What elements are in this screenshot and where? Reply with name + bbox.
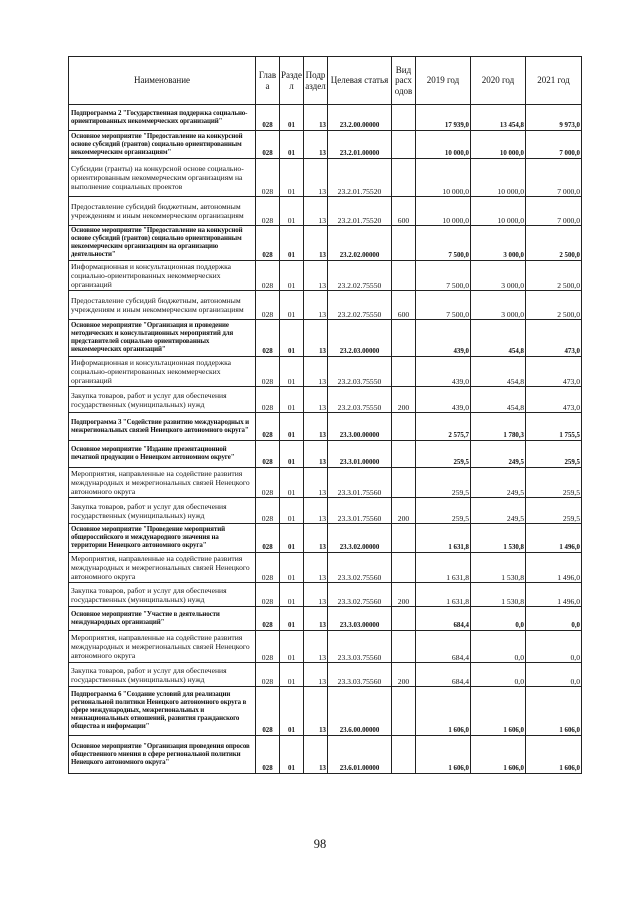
- table-row: [69, 583, 582, 607]
- cell-podrazdel: 13: [304, 261, 328, 291]
- cell-statya: 23.6.01.00000: [328, 736, 392, 774]
- cell-razdel: 01: [280, 131, 304, 159]
- cell-vid: [392, 524, 416, 553]
- cell-podrazdel: 13: [304, 583, 328, 607]
- cell-statya: 23.3.02.75560: [328, 583, 392, 607]
- cell-2021: 1 496,0: [526, 553, 582, 583]
- cell-2021: 1 606,0: [526, 736, 582, 774]
- cell-razdel: 01: [280, 105, 304, 131]
- table-row: [69, 357, 582, 387]
- cell-podrazdel: 13: [304, 357, 328, 387]
- cell-statya: 23.3.00.00000: [328, 413, 392, 441]
- cell-glava: 028: [256, 468, 280, 498]
- cell-2019: 1 606,0: [416, 687, 471, 736]
- cell-vid: [392, 607, 416, 631]
- cell-2019: 1 606,0: [416, 736, 471, 774]
- cell-razdel: 01: [280, 631, 304, 663]
- cell-2020: 0,0: [471, 607, 526, 631]
- cell-podrazdel: 13: [304, 663, 328, 687]
- cell-glava: 028: [256, 524, 280, 553]
- cell-glava: 028: [256, 320, 280, 357]
- cell-glava: 028: [256, 357, 280, 387]
- cell-2021: 259,5: [526, 498, 582, 524]
- cell-podrazdel: 13: [304, 320, 328, 357]
- cell-2019: 684,4: [416, 607, 471, 631]
- cell-vid: 600: [392, 197, 416, 226]
- cell-2020: 10 000,0: [471, 159, 526, 197]
- cell-name: Основное мероприятие "Организация и проведение методических и консультационных мероприятий для представителей социально ориентированных некоммерческих организаций": [69, 320, 256, 357]
- cell-glava: 028: [256, 197, 280, 226]
- cell-name: Основное мероприятие "Издание презентационной печатной продукции о Ненецком автономном округе": [69, 441, 256, 468]
- cell-podrazdel: 13: [304, 226, 328, 261]
- cell-2021: 473,0: [526, 387, 582, 413]
- cell-statya: 23.2.03.00000: [328, 320, 392, 357]
- cell-2020: 454,8: [471, 387, 526, 413]
- cell-2020: 0,0: [471, 663, 526, 687]
- cell-podrazdel: 13: [304, 631, 328, 663]
- cell-2019: 1 631,8: [416, 553, 471, 583]
- cell-2019: 259,5: [416, 441, 471, 468]
- cell-podrazdel: 13: [304, 468, 328, 498]
- cell-statya: 23.3.03.75560: [328, 663, 392, 687]
- table-row: [69, 413, 582, 441]
- cell-name: Подпрограмма 6 "Создание условий для реализации региональной политики Ненецкого автономного округа в сфере международных, межрегиональных и межнациональных отношений, развития гражданского общества и информации": [69, 687, 256, 736]
- cell-podrazdel: 13: [304, 553, 328, 583]
- cell-name: Подпрограмма 2 "Государственная поддержка социально-ориентированных некоммерческих организаций": [69, 105, 256, 131]
- cell-2021: 473,0: [526, 320, 582, 357]
- cell-2021: 9 973,0: [526, 105, 582, 131]
- cell-razdel: 01: [280, 441, 304, 468]
- table-row: [69, 159, 582, 197]
- cell-podrazdel: 13: [304, 687, 328, 736]
- cell-vid: [392, 413, 416, 441]
- cell-glava: 028: [256, 387, 280, 413]
- cell-name: Мероприятия, направленные на содействие развития международных и межрегиональных связей Ненецкого автономного округа: [69, 553, 256, 583]
- cell-2020: 3 000,0: [471, 226, 526, 261]
- cell-glava: 028: [256, 631, 280, 663]
- cell-2019: 17 939,0: [416, 105, 471, 131]
- cell-name: Основное мероприятие "Участие в деятельности международных организаций": [69, 607, 256, 631]
- cell-2020: 1 606,0: [471, 736, 526, 774]
- table-row: [69, 524, 582, 553]
- cell-2019: 10 000,0: [416, 159, 471, 197]
- cell-razdel: 01: [280, 524, 304, 553]
- table-row: [69, 736, 582, 774]
- cell-glava: 028: [256, 687, 280, 736]
- cell-2020: 1 780,3: [471, 413, 526, 441]
- cell-vid: 200: [392, 663, 416, 687]
- cell-glava: 028: [256, 663, 280, 687]
- table-row: [69, 291, 582, 320]
- cell-2019: 684,4: [416, 631, 471, 663]
- cell-2021: 7 000,0: [526, 159, 582, 197]
- table-row: [69, 468, 582, 498]
- cell-name: Закупка товаров, работ и услуг для обеспечения государственных (муниципальных) нужд: [69, 498, 256, 524]
- cell-razdel: 01: [280, 413, 304, 441]
- table-row: [69, 197, 582, 226]
- cell-2021: 0,0: [526, 607, 582, 631]
- header-glava: Глав а: [256, 57, 280, 105]
- table-row: [69, 387, 582, 413]
- cell-glava: 028: [256, 226, 280, 261]
- cell-vid: [392, 357, 416, 387]
- cell-2021: 7 000,0: [526, 197, 582, 226]
- cell-2021: 259,5: [526, 441, 582, 468]
- cell-2019: 10 000,0: [416, 197, 471, 226]
- cell-razdel: 01: [280, 607, 304, 631]
- cell-2021: 2 500,0: [526, 261, 582, 291]
- cell-glava: 028: [256, 607, 280, 631]
- budget-table: [68, 56, 582, 774]
- cell-vid: [392, 159, 416, 197]
- cell-name: Основное мероприятие "Организация проведения опросов общественного мнения в сфере региональной политики Ненецкого автономного округа": [69, 736, 256, 774]
- cell-2021: 259,5: [526, 468, 582, 498]
- cell-2021: 1 496,0: [526, 524, 582, 553]
- table-row: [69, 105, 582, 131]
- cell-2020: 1 530,8: [471, 583, 526, 607]
- cell-vid: [392, 105, 416, 131]
- cell-statya: 23.2.03.75550: [328, 387, 392, 413]
- cell-podrazdel: 13: [304, 159, 328, 197]
- cell-2020: 10 000,0: [471, 131, 526, 159]
- cell-razdel: 01: [280, 498, 304, 524]
- cell-statya: 23.3.03.75560: [328, 631, 392, 663]
- cell-2021: 2 500,0: [526, 226, 582, 261]
- cell-statya: 23.3.02.00000: [328, 524, 392, 553]
- cell-2021: 473,0: [526, 357, 582, 387]
- header-podrazdel: Подр аздел: [304, 57, 328, 105]
- cell-glava: 028: [256, 105, 280, 131]
- cell-vid: 200: [392, 498, 416, 524]
- header-2019: 2019 год: [416, 57, 471, 105]
- cell-name: Подпрограмма 3 "Содействие развитию международных и межрегиональных связей Ненецкого автономного округа": [69, 413, 256, 441]
- table-row: [69, 320, 582, 357]
- cell-2019: 1 631,8: [416, 583, 471, 607]
- cell-vid: [392, 226, 416, 261]
- cell-name: Предоставление субсидий бюджетным, автономным учреждениям и иным некоммерческим организациям: [69, 197, 256, 226]
- cell-glava: 028: [256, 131, 280, 159]
- cell-glava: 028: [256, 441, 280, 468]
- cell-razdel: 01: [280, 320, 304, 357]
- table-row: [69, 226, 582, 261]
- cell-2019: 7 500,0: [416, 226, 471, 261]
- cell-statya: 23.2.01.75520: [328, 159, 392, 197]
- cell-2020: 13 454,8: [471, 105, 526, 131]
- cell-name: Закупка товаров, работ и услуг для обеспечения государственных (муниципальных) нужд: [69, 663, 256, 687]
- cell-name: Субсидии (гранты) на конкурсной основе социально-ориентированным некоммерческим организациям на выполнение социальных проектов: [69, 159, 256, 197]
- cell-statya: 23.2.02.75550: [328, 261, 392, 291]
- cell-statya: 23.3.01.75560: [328, 498, 392, 524]
- cell-name: Информационная и консультационная поддержка социально-ориентированных некоммерческих организаций: [69, 261, 256, 291]
- cell-2021: 7 000,0: [526, 131, 582, 159]
- cell-2020: 249,5: [471, 441, 526, 468]
- cell-vid: [392, 631, 416, 663]
- cell-glava: 028: [256, 291, 280, 320]
- cell-podrazdel: 13: [304, 131, 328, 159]
- cell-name: Закупка товаров, работ и услуг для обеспечения государственных (муниципальных) нужд: [69, 583, 256, 607]
- cell-razdel: 01: [280, 736, 304, 774]
- header-razdel: Разде л: [280, 57, 304, 105]
- cell-glava: 028: [256, 553, 280, 583]
- table-row: [69, 607, 582, 631]
- cell-vid: [392, 553, 416, 583]
- cell-razdel: 01: [280, 261, 304, 291]
- cell-razdel: 01: [280, 583, 304, 607]
- header-vid: Вид расх одов: [392, 57, 416, 105]
- header-2020: 2020 год: [471, 57, 526, 105]
- cell-2019: 259,5: [416, 498, 471, 524]
- cell-statya: 23.3.01.00000: [328, 441, 392, 468]
- cell-2020: 10 000,0: [471, 197, 526, 226]
- table-header-row: [69, 57, 582, 105]
- page-number: 98: [313, 837, 327, 851]
- cell-2020: 249,5: [471, 498, 526, 524]
- cell-razdel: 01: [280, 226, 304, 261]
- cell-podrazdel: 13: [304, 413, 328, 441]
- cell-glava: 028: [256, 413, 280, 441]
- cell-glava: 028: [256, 736, 280, 774]
- cell-razdel: 01: [280, 197, 304, 226]
- cell-podrazdel: 13: [304, 524, 328, 553]
- cell-2019: 1 631,8: [416, 524, 471, 553]
- cell-name: Основное мероприятие "Предоставление на конкурсной основе субсидий (грантов) социально ориентированным некоммерческим организациям на организацию деятельности": [69, 226, 256, 261]
- cell-statya: 23.2.02.75550: [328, 291, 392, 320]
- cell-razdel: 01: [280, 553, 304, 583]
- cell-vid: [392, 320, 416, 357]
- cell-vid: 600: [392, 291, 416, 320]
- cell-statya: 23.2.03.75550: [328, 357, 392, 387]
- cell-name: Информационная и консультационная поддержка социально-ориентированных некоммерческих организаций: [69, 357, 256, 387]
- cell-name: Основное мероприятие "Предоставление на конкурсной основе субсидий (грантов) социально ориентированным некоммерческим организациям": [69, 131, 256, 159]
- cell-2019: 684,4: [416, 663, 471, 687]
- cell-vid: [392, 468, 416, 498]
- table-row: [69, 261, 582, 291]
- cell-podrazdel: 13: [304, 105, 328, 131]
- cell-2020: 1 606,0: [471, 687, 526, 736]
- header-2021: 2021 год: [526, 57, 582, 105]
- header-statya: Целевая статья: [328, 57, 392, 105]
- table-row: [69, 553, 582, 583]
- table-row: [69, 441, 582, 468]
- cell-glava: 028: [256, 498, 280, 524]
- cell-razdel: 01: [280, 387, 304, 413]
- cell-razdel: 01: [280, 291, 304, 320]
- cell-vid: 200: [392, 583, 416, 607]
- table-row: [69, 687, 582, 736]
- cell-2021: 0,0: [526, 631, 582, 663]
- cell-statya: 23.2.00.00000: [328, 105, 392, 131]
- cell-2021: 1 606,0: [526, 687, 582, 736]
- cell-2019: 7 500,0: [416, 291, 471, 320]
- cell-2020: 3 000,0: [471, 291, 526, 320]
- table-body: [69, 105, 582, 774]
- cell-glava: 028: [256, 159, 280, 197]
- cell-podrazdel: 13: [304, 607, 328, 631]
- cell-statya: 23.2.01.00000: [328, 131, 392, 159]
- cell-statya: 23.3.03.00000: [328, 607, 392, 631]
- cell-podrazdel: 13: [304, 736, 328, 774]
- cell-name: Предоставление субсидий бюджетным, автономным учреждениям и иным некоммерческим организациям: [69, 291, 256, 320]
- cell-vid: 200: [392, 387, 416, 413]
- cell-name: Мероприятия, направленные на содействие развития международных и межрегиональных связей Ненецкого автономного округа: [69, 468, 256, 498]
- cell-name: Основное мероприятие "Проведение мероприятий общероссийского и международного значения на территории Ненецкого автономного округа": [69, 524, 256, 553]
- cell-2019: 439,0: [416, 320, 471, 357]
- table-row: [69, 498, 582, 524]
- cell-podrazdel: 13: [304, 387, 328, 413]
- cell-statya: 23.6.00.00000: [328, 687, 392, 736]
- cell-podrazdel: 13: [304, 291, 328, 320]
- cell-statya: 23.3.02.75560: [328, 553, 392, 583]
- cell-statya: 23.2.02.00000: [328, 226, 392, 261]
- cell-2020: 0,0: [471, 631, 526, 663]
- cell-razdel: 01: [280, 687, 304, 736]
- cell-2020: 1 530,8: [471, 553, 526, 583]
- cell-glava: 028: [256, 261, 280, 291]
- cell-2021: 1 755,5: [526, 413, 582, 441]
- table-row: [69, 131, 582, 159]
- cell-statya: 23.2.01.75520: [328, 197, 392, 226]
- cell-2020: 3 000,0: [471, 261, 526, 291]
- cell-2020: 1 530,8: [471, 524, 526, 553]
- cell-vid: [392, 131, 416, 159]
- cell-razdel: 01: [280, 159, 304, 197]
- cell-name: Закупка товаров, работ и услуг для обеспечения государственных (муниципальных) нужд: [69, 387, 256, 413]
- cell-2021: 2 500,0: [526, 291, 582, 320]
- header-name: Наименование: [69, 57, 256, 105]
- cell-2019: 2 575,7: [416, 413, 471, 441]
- cell-vid: [392, 441, 416, 468]
- table-row: [69, 631, 582, 663]
- cell-razdel: 01: [280, 663, 304, 687]
- cell-vid: [392, 687, 416, 736]
- cell-2019: 10 000,0: [416, 131, 471, 159]
- cell-2019: 7 500,0: [416, 261, 471, 291]
- table-row: [69, 663, 582, 687]
- cell-glava: 028: [256, 583, 280, 607]
- cell-vid: [392, 736, 416, 774]
- cell-razdel: 01: [280, 357, 304, 387]
- cell-2020: 454,8: [471, 357, 526, 387]
- cell-vid: [392, 261, 416, 291]
- cell-2019: 439,0: [416, 357, 471, 387]
- cell-name: Мероприятия, направленные на содействие развития международных и межрегиональных связей Ненецкого автономного округа: [69, 631, 256, 663]
- cell-2020: 249,5: [471, 468, 526, 498]
- cell-2019: 439,0: [416, 387, 471, 413]
- cell-2021: 0,0: [526, 663, 582, 687]
- cell-podrazdel: 13: [304, 498, 328, 524]
- cell-2021: 1 496,0: [526, 583, 582, 607]
- cell-podrazdel: 13: [304, 441, 328, 468]
- cell-podrazdel: 13: [304, 197, 328, 226]
- cell-razdel: 01: [280, 468, 304, 498]
- cell-2019: 259,5: [416, 468, 471, 498]
- cell-statya: 23.3.01.75560: [328, 468, 392, 498]
- cell-2020: 454,8: [471, 320, 526, 357]
